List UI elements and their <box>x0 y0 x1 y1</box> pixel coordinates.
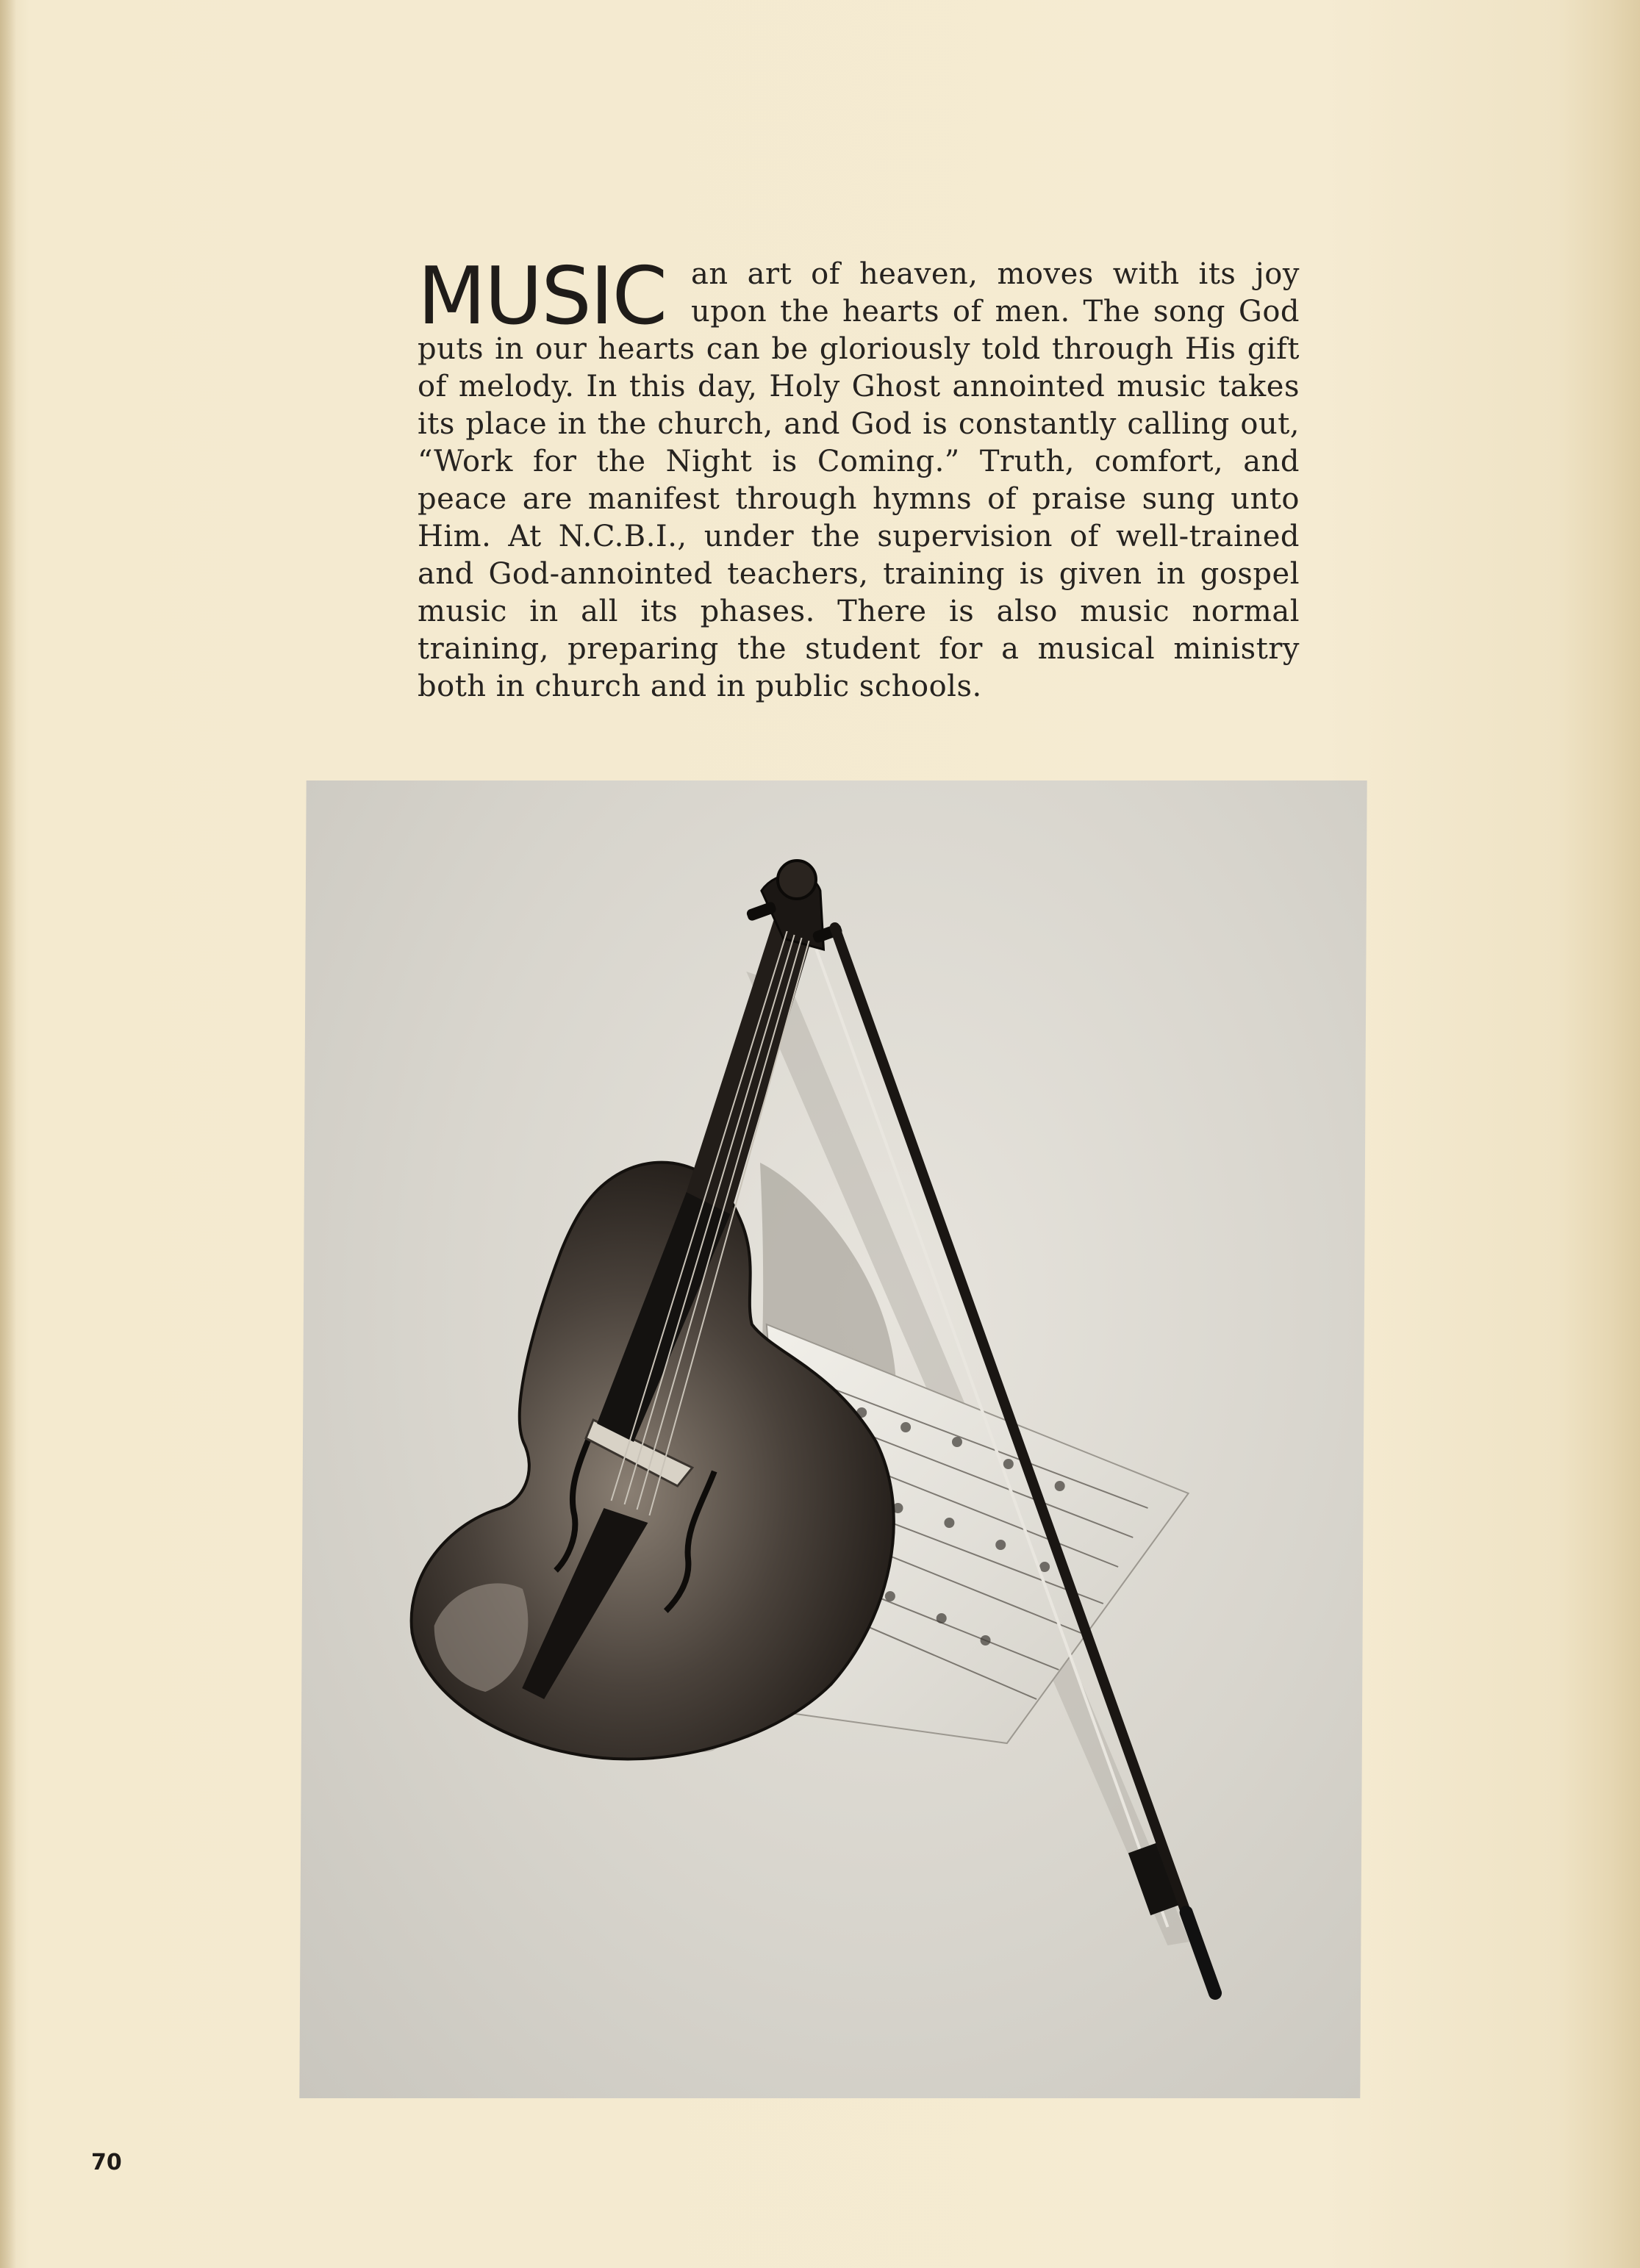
page-number: 70 <box>91 2150 122 2175</box>
violin-photograph <box>299 780 1367 2098</box>
violin-bow-sheet-music-illustration <box>299 780 1367 2098</box>
spine-shadow <box>0 0 16 2268</box>
music-body-text: an art of heaven, moves with its joy upon the hearts of men. The song God puts in our hearts can be gloriously told through His gift of melody. In this day, Holy Ghost annointed music takes its place in the church, and God is constantly calling out, “Work for the Night is Coming.” Truth, comfort, and peace are manifest through hymns of praise sung unto Him. At N.C.B.I., under the supervision of well-trained and God-annointed teachers, training is given in gospel music in all its phases. There is also music normal training, preparing the student for a musical ministry both in church and in public schools. <box>418 257 1300 703</box>
music-intro-paragraph <box>418 251 1300 706</box>
music-heading: MUSIC <box>418 251 667 342</box>
